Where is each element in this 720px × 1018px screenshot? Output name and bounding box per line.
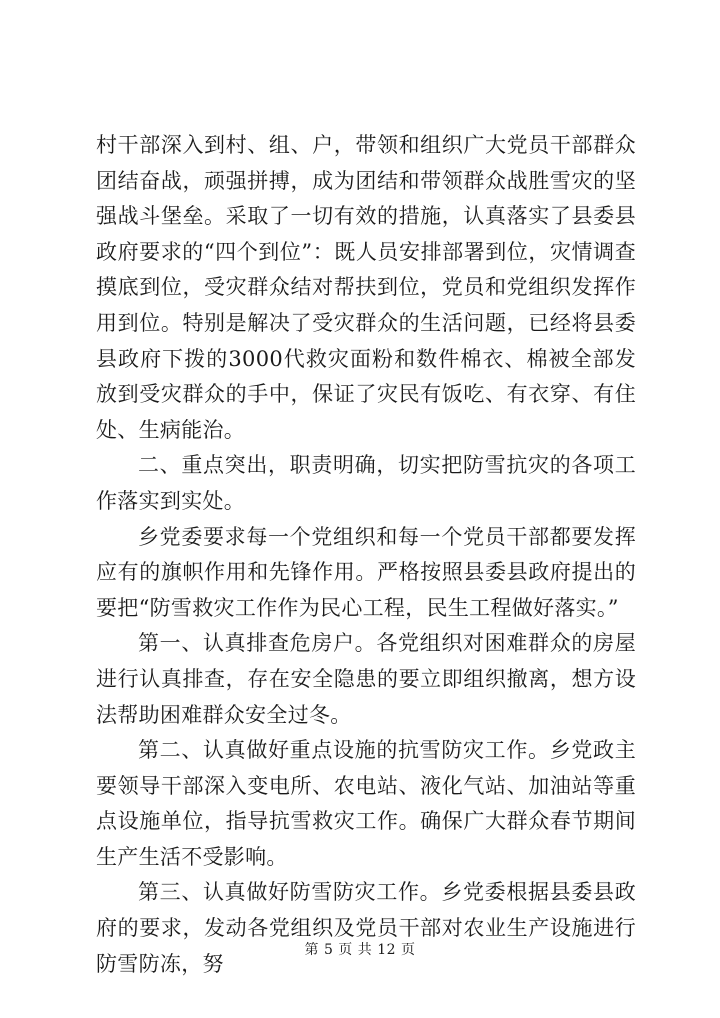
document-body — [96, 128, 636, 982]
paragraph-item-second: 第二、认真做好重点设施的抗雪防灾工作。乡党政主要领导干部深入变电所、农电站、液化气站、加油站等重点设施单位，指导抗雪救灾工作。确保广大群众春节期间生产生活不受影响。 — [96, 738, 636, 869]
paragraph-continuation: 村干部深入到村、组、户，带领和组织广大党员干部群众团结奋战，顽强拼搏，成为团结和带领群众战胜雪灾的坚强战斗堡垒。采取了一切有效的措施，认真落实了县委县政府要求的“四个到位”：既人员安排部署到位，灾情调查摸底到位，受灾群众结对帮扶到位，党员和党组织发挥作用到位。特别是解决了受灾群众的生活问题，已经将县委县政府下拨的3000代救灾面粉和数件棉衣、棉被全部发放到受灾群众的手中，保证了灾民有饭吃、有衣穿、有住处、生病能治。 — [96, 133, 636, 442]
paragraph-item-first: 第一、认真排查危房户。各党组织对困难群众的房屋进行认真排查，存在安全隐患的要立即组织撤离，想方设法帮助困难群众安全过冬。 — [96, 631, 636, 727]
paragraph-item-third: 第三、认真做好防雪防灾工作。乡党委根据县委县政府的要求，发动各党组织及党员干部对农业生产设施进行防雪防冻，努 — [96, 880, 636, 976]
page-number-footer: 第 5 页 共 12 页 — [304, 942, 416, 958]
paragraph-party-committee: 乡党委要求每一个党组织和每一个党员干部都要发挥应有的旗帜作用和先锋作用。严格按照县委县政府提出的要把“防雪救灾工作作为民心工程，民生工程做好落实。” — [96, 524, 636, 620]
section-heading-two: 二、重点突出，职责明确，切实把防雪抗灾的各项工作落实到实处。 — [96, 453, 636, 513]
